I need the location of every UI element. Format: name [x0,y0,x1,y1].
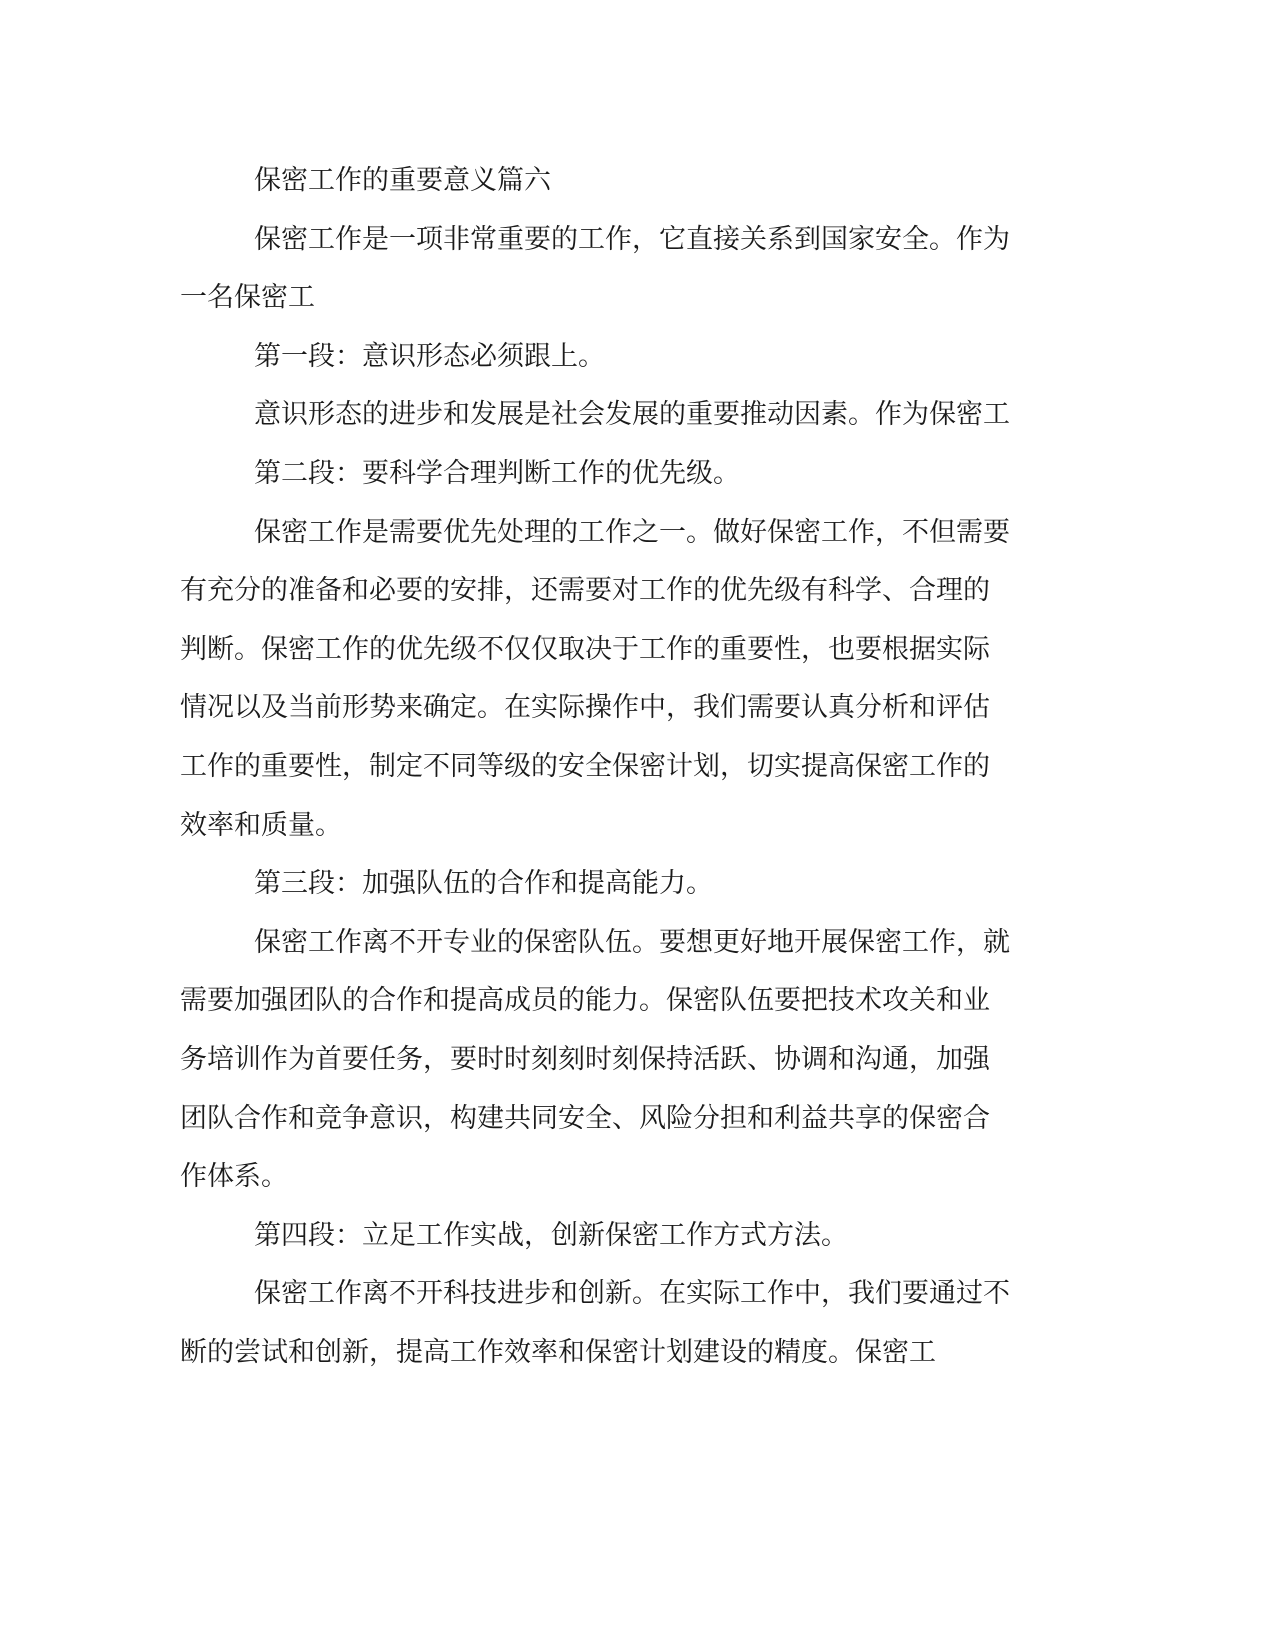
paragraph-line: 团队合作和竞争意识，构建共同安全、风险分担和利益共享的保密合 [180,1102,990,1134]
paragraph-line: 保密工作是一项非常重要的工作，它直接关系到国家安全。作为 [254,223,1010,255]
section-heading: 第一段：意识形态必须跟上。 [254,340,605,372]
paragraph-line: 作体系。 [180,1161,288,1193]
paragraph-line: 保密工作离不开专业的保密队伍。要想更好地开展保密工作，就 [254,926,1010,958]
section-heading: 第四段：立足工作实战，创新保密工作方式方法。 [254,1219,848,1251]
paragraph-line: 需要加强团队的合作和提高成员的能力。保密队伍要把技术攻关和业 [180,985,990,1017]
paragraph-line: 效率和质量。 [180,809,342,841]
paragraph-line: 一名保密工 [180,282,315,314]
paragraph-line: 有充分的准备和必要的安排，还需要对工作的优先级有科学、合理的 [180,575,990,607]
paragraph-line: 工作的重要性，制定不同等级的安全保密计划，切实提高保密工作的 [180,750,990,782]
paragraph-line: 判断。保密工作的优先级不仅仅取决于工作的重要性，也要根据实际 [180,633,990,665]
section-heading: 第二段：要科学合理判断工作的优先级。 [254,457,740,489]
document-body [180,157,1030,1387]
paragraph-line: 意识形态的进步和发展是社会发展的重要推动因素。作为保密工 [254,399,1010,431]
section-heading: 第三段：加强队伍的合作和提高能力。 [254,868,713,900]
paragraph-line: 断的尝试和创新，提高工作效率和保密计划建设的精度。保密工 [180,1336,936,1368]
paragraph-line: 保密工作是需要优先处理的工作之一。做好保密工作，不但需要 [254,516,1010,548]
paragraph-line: 情况以及当前形势来确定。在实际操作中，我们需要认真分析和评估 [180,692,990,724]
document-title: 保密工作的重要意义篇六 [254,165,551,196]
paragraph-line: 保密工作离不开科技进步和创新。在实际工作中，我们要通过不 [254,1278,1010,1310]
paragraph-line: 务培训作为首要任务，要时时刻刻时刻保持活跃、协调和沟通，加强 [180,1043,990,1075]
